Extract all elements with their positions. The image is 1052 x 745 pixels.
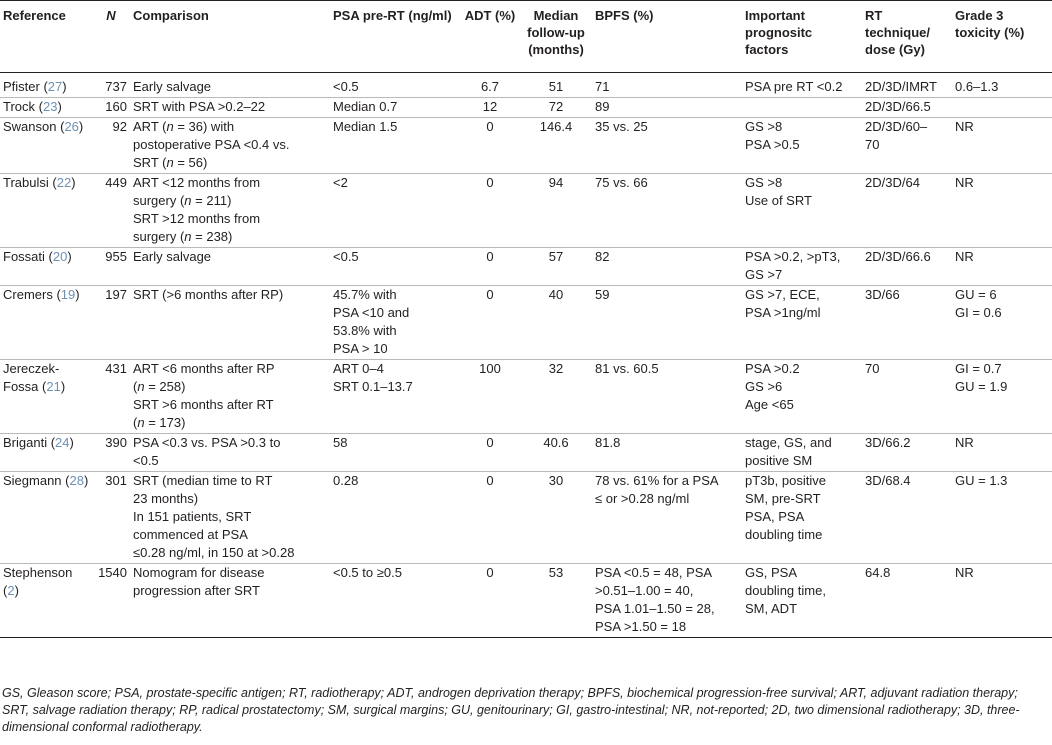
cell-line: PSA <0.3 vs. PSA >0.3 to [133,435,281,450]
reference-citation-link[interactable]: 22 [56,175,72,190]
table-row [0,434,1052,472]
cell-line: NR [955,119,974,134]
cell-line: PSA <10 and [333,305,410,320]
cell-prognostic-factors [742,73,862,98]
cell-line: SM, pre-SRT [745,491,821,506]
cell-line: (n = 258) [133,379,186,394]
reference-citation-link[interactable]: 27 [47,79,63,94]
cell-prognostic-factors [742,564,862,638]
cell-adt: 100 [479,361,501,376]
cell-median-follow-up: 146.4 [539,119,573,134]
cell-line: <0.5 to ≥0.5 [333,565,402,580]
table-row [0,360,1052,434]
cell-line: PSA >1.50 = 18 [595,619,687,634]
cell-line: 82 [595,249,610,264]
cell-line: 58 [333,435,348,450]
table-row [0,73,1052,98]
cell-line: 45.7% with [333,287,397,302]
reference-citation-link[interactable]: 28 [69,473,84,488]
cell-line: 0.28 [333,473,359,488]
cell-line: 78 vs. 61% for a PSA [595,473,719,488]
reference-name: Pfister [3,79,40,94]
cell-grade3-toxicity [952,472,1052,564]
cell-line: PSA >0.2 [745,361,800,376]
cell-line: 70 [865,361,880,376]
table-row [0,472,1052,564]
cell-reference: Briganti (24) [3,435,74,450]
table-row [0,248,1052,286]
cell-comparison [130,98,330,118]
table-row [0,286,1052,360]
cell-n: 955 [105,249,127,264]
cell-rt-technique [862,98,952,118]
cell-psa-pre-rt [330,472,460,564]
header-grade3-toxicity: Grade 3 toxicity (%) [955,8,1025,40]
cell-line: PSA, PSA [745,509,805,524]
cell-line: GS >8 [745,119,783,134]
cell-line: <0.5 [333,249,359,264]
reference-name: Trock [3,99,36,114]
cell-prognostic-factors [742,174,862,248]
cell-n: 197 [105,287,127,302]
header-median-follow-up: Median follow-up (months) [527,8,585,57]
cell-comparison [130,248,330,286]
cell-line: 64.8 [865,565,891,580]
cell-adt: 0 [486,565,494,580]
cell-line: ≤ or >0.28 ng/ml [595,491,690,506]
cell-median-follow-up: 32 [548,361,564,376]
cell-line: 3D/66 [865,287,900,302]
cell-line: NR [955,175,974,190]
cell-adt: 0 [486,175,494,190]
cell-reference: Siegmann (28) [3,473,89,488]
cell-line: 81 vs. 60.5 [595,361,659,376]
cell-line: 35 vs. 25 [595,119,648,134]
cell-bpfs [592,73,742,98]
cell-grade3-toxicity [952,564,1052,638]
cell-line: GU = 1.9 [955,379,1008,394]
cell-rt-technique [862,73,952,98]
cell-line: GS >8 [745,175,783,190]
cell-psa-pre-rt [330,564,460,638]
cell-line: 75 vs. 66 [595,175,648,190]
cell-median-follow-up: 30 [548,473,564,488]
cell-line: In 151 patients, SRT [133,509,252,524]
cell-n: 301 [105,473,127,488]
cell-line: 0.6–1.3 [955,79,999,94]
cell-comparison [130,360,330,434]
cell-bpfs [592,434,742,472]
cell-rt-technique [862,248,952,286]
header-prognostic-factors: Important prognositc factors [745,8,813,57]
cell-grade3-toxicity [952,118,1052,174]
table-header-row [0,1,1052,73]
header-reference: Reference [3,8,66,23]
cell-grade3-toxicity [952,98,1052,118]
cell-line: SRT (>6 months after RP) [133,287,284,302]
cell-line: NR [955,565,974,580]
cell-psa-pre-rt [330,434,460,472]
cell-comparison [130,434,330,472]
cell-reference: Jereczek-Fossa (21) [3,361,66,394]
cell-reference: Trabulsi (22) [3,175,76,190]
reference-citation-link[interactable]: 2 [7,583,15,598]
reference-name: Stephenson [3,565,73,580]
cell-reference: Stephenson (2) [3,565,73,598]
cell-line: SRT 0.1–13.7 [333,379,413,394]
cell-bpfs [592,360,742,434]
cell-line: ART (n = 36) with [133,119,235,134]
table-footnote: GS, Gleason score; PSA, prostate-specific antigen; RT, radiotherapy; ADT, androgen deprivation therapy; BPFS, biochemical progression-free survival; ART, adjuvant radiation therapy; SRT, salvage radiation therapy; RP, radical prostatectomy; SM, surgical margins; GU, genitourinary; GI, gastro-intestinal; NR, not-reported; 2D, two dimensional radiotherapy; 3D, three-dimensional conformal radiotherapy. [2,686,1020,734]
header-comparison: Comparison [133,8,209,23]
cell-prognostic-factors [742,286,862,360]
cell-bpfs [592,286,742,360]
cell-line: PSA >1ng/ml [745,305,821,320]
cell-psa-pre-rt [330,286,460,360]
cell-line: PSA >0.2, >pT3, [745,249,841,264]
reference-citation-link[interactable]: 23 [42,99,58,114]
cell-line: progression after SRT [133,583,260,598]
cell-median-follow-up: 53 [548,565,564,580]
cell-line: ≤0.28 ng/ml, in 150 at >0.28 [133,545,295,560]
reference-name: Siegmann [3,473,62,488]
cell-line: 89 [595,99,610,114]
cell-rt-technique [862,286,952,360]
cell-median-follow-up: 40.6 [543,435,569,450]
reference-name: Briganti [3,435,48,450]
table-row [0,118,1052,174]
cell-line: surgery (n = 238) [133,229,233,244]
cell-adt: 0 [486,435,494,450]
cell-comparison [130,118,330,174]
header-rt-technique: RT technique/ dose (Gy) [865,8,931,57]
cell-prognostic-factors [742,434,862,472]
cell-line: GI = 0.7 [955,361,1002,376]
cell-n: 1540 [98,565,127,580]
cell-line: PSA <0.5 = 48, PSA [595,565,713,580]
cell-line: GS >7, ECE, [745,287,820,302]
cell-line: surgery (n = 211) [133,193,232,208]
cell-line: PSA > 10 [333,341,388,356]
cell-line: PSA 1.01–1.50 = 28, [595,601,715,616]
cell-line: 2D/3D/64 [865,175,920,190]
cell-grade3-toxicity [952,286,1052,360]
reference-citation-link[interactable]: 21 [46,379,61,394]
cell-line: Nomogram for disease [133,565,265,580]
cell-psa-pre-rt [330,118,460,174]
cell-rt-technique [862,118,952,174]
cell-line: GS >7 [745,267,783,282]
cell-psa-pre-rt [330,360,460,434]
reference-citation-link[interactable]: 26 [64,119,79,134]
cell-line: 3D/68.4 [865,473,911,488]
cell-line: Median 1.5 [333,119,398,134]
table-row [0,98,1052,118]
cell-n: 449 [105,175,127,190]
cell-adt: 0 [486,473,494,488]
cell-median-follow-up: 57 [548,249,564,264]
cell-comparison [130,286,330,360]
cell-reference: Fossati (20) [3,249,72,264]
cell-prognostic-factors [742,118,862,174]
cell-line: GS, PSA [745,565,798,580]
cell-line: Early salvage [133,249,212,264]
cell-psa-pre-rt [330,73,460,98]
cell-n: 737 [105,79,127,94]
cell-line: ART 0–4 [333,361,384,376]
cell-line: SRT (median time to RT [133,473,273,488]
cell-adt: 12 [482,99,498,114]
cell-line: Age <65 [745,397,794,412]
cell-bpfs [592,174,742,248]
cell-psa-pre-rt [330,98,460,118]
cell-line: ART <6 months after RP [133,361,275,376]
cell-line: 2D/3D/60– [865,119,928,134]
cell-rt-technique [862,434,952,472]
cell-line: 2D/3D/IMRT [865,79,937,94]
cell-line: >0.51–1.00 = 40, [595,583,694,598]
cell-adt: 6.7 [480,79,500,94]
cell-comparison [130,472,330,564]
cell-line: 23 months) [133,491,199,506]
cell-line: commenced at PSA [133,527,248,542]
cell-n: 92 [112,119,127,134]
reference-citation-link[interactable]: 20 [52,249,68,264]
cell-adt: 0 [486,287,494,302]
cell-rt-technique [862,360,952,434]
cell-grade3-toxicity [952,360,1052,434]
cell-line: PSA pre RT <0.2 [745,79,843,94]
cell-comparison [130,73,330,98]
table-row [0,564,1052,638]
cell-line: 53.8% with [333,323,397,338]
cell-line: <0.5 [333,79,359,94]
cell-line: 2D/3D/66.6 [865,249,931,264]
cell-line: SRT >12 months from [133,211,261,226]
reference-name: Cremers [3,287,53,302]
cell-reference: Pfister (27) [3,79,67,94]
table-row [0,174,1052,248]
reference-citation-link[interactable]: 19 [60,287,76,302]
cell-line: 70 [865,137,880,152]
cell-bpfs [592,98,742,118]
cell-reference: Swanson (26) [3,119,84,134]
cell-line: <2 [333,175,348,190]
cell-line: GU = 1.3 [955,473,1008,488]
cell-line: SRT with PSA >0.2–22 [133,99,266,114]
cell-prognostic-factors [742,98,862,118]
cell-line: (n = 173) [133,415,186,430]
cell-line: GI = 0.6 [955,305,1002,320]
cell-bpfs [592,472,742,564]
cell-median-follow-up: 94 [548,175,564,190]
cell-rt-technique [862,564,952,638]
reference-name: Swanson [3,119,57,134]
cell-bpfs [592,564,742,638]
reference-name: Trabulsi [3,175,49,190]
cell-median-follow-up: 72 [548,99,564,114]
cell-median-follow-up: 40 [548,287,564,302]
cell-n: 390 [105,435,127,450]
cell-line: pT3b, positive [745,473,826,488]
cell-adt: 0 [486,249,494,264]
header-psa-pre-rt: PSA pre-RT (ng/ml) [333,8,452,23]
cell-line: stage, GS, and [745,435,832,450]
cell-comparison [130,174,330,248]
cell-line: NR [955,249,974,264]
cell-grade3-toxicity [952,174,1052,248]
cell-comparison [130,564,330,638]
cell-prognostic-factors [742,248,862,286]
cell-line: postoperative PSA <0.4 vs. [133,137,290,152]
cell-grade3-toxicity [952,434,1052,472]
cell-line: 3D/66.2 [865,435,911,450]
reference-name: Jereczek-Fossa [3,361,60,394]
cell-line: positive SM [745,453,813,468]
cell-line: Early salvage [133,79,212,94]
cell-line: <0.5 [133,453,159,468]
cell-line: ART <12 months from [133,175,261,190]
cell-line: doubling time, [745,583,826,598]
cell-bpfs [592,248,742,286]
cell-line: 59 [595,287,610,302]
cell-prognostic-factors [742,360,862,434]
cell-line: Median 0.7 [333,99,398,114]
cell-rt-technique [862,174,952,248]
cell-prognostic-factors [742,472,862,564]
reference-name: Fossati [3,249,45,264]
cell-line: GS >6 [745,379,783,394]
cell-reference: Trock (23) [3,99,62,114]
header-n: N [106,8,116,23]
reference-citation-link[interactable]: 24 [55,435,70,450]
table-body [0,73,1052,638]
cell-adt: 0 [486,119,494,134]
cell-line: NR [955,435,974,450]
cell-n: 431 [105,361,127,376]
cell-grade3-toxicity [952,248,1052,286]
cell-psa-pre-rt [330,174,460,248]
cell-reference: Cremers (19) [3,287,80,302]
cell-line: 71 [595,79,610,94]
cell-line: 81.8 [595,435,621,450]
cell-rt-technique [862,472,952,564]
cell-line: Use of SRT [745,193,812,208]
cell-line: SRT (n = 56) [133,155,208,170]
cell-line: 2D/3D/66.5 [865,99,931,114]
cell-line: GU = 6 [955,287,997,302]
cell-psa-pre-rt [330,248,460,286]
cell-line: SM, ADT [745,601,798,616]
cell-n: 160 [105,99,127,114]
cell-bpfs [592,118,742,174]
cell-line: SRT >6 months after RT [133,397,274,412]
cell-grade3-toxicity [952,73,1052,98]
cell-line: doubling time [745,527,823,542]
header-adt: ADT (%) [464,8,516,23]
cell-line: PSA >0.5 [745,137,800,152]
cell-median-follow-up: 51 [548,79,564,94]
header-bpfs: BPFS (%) [595,8,654,23]
